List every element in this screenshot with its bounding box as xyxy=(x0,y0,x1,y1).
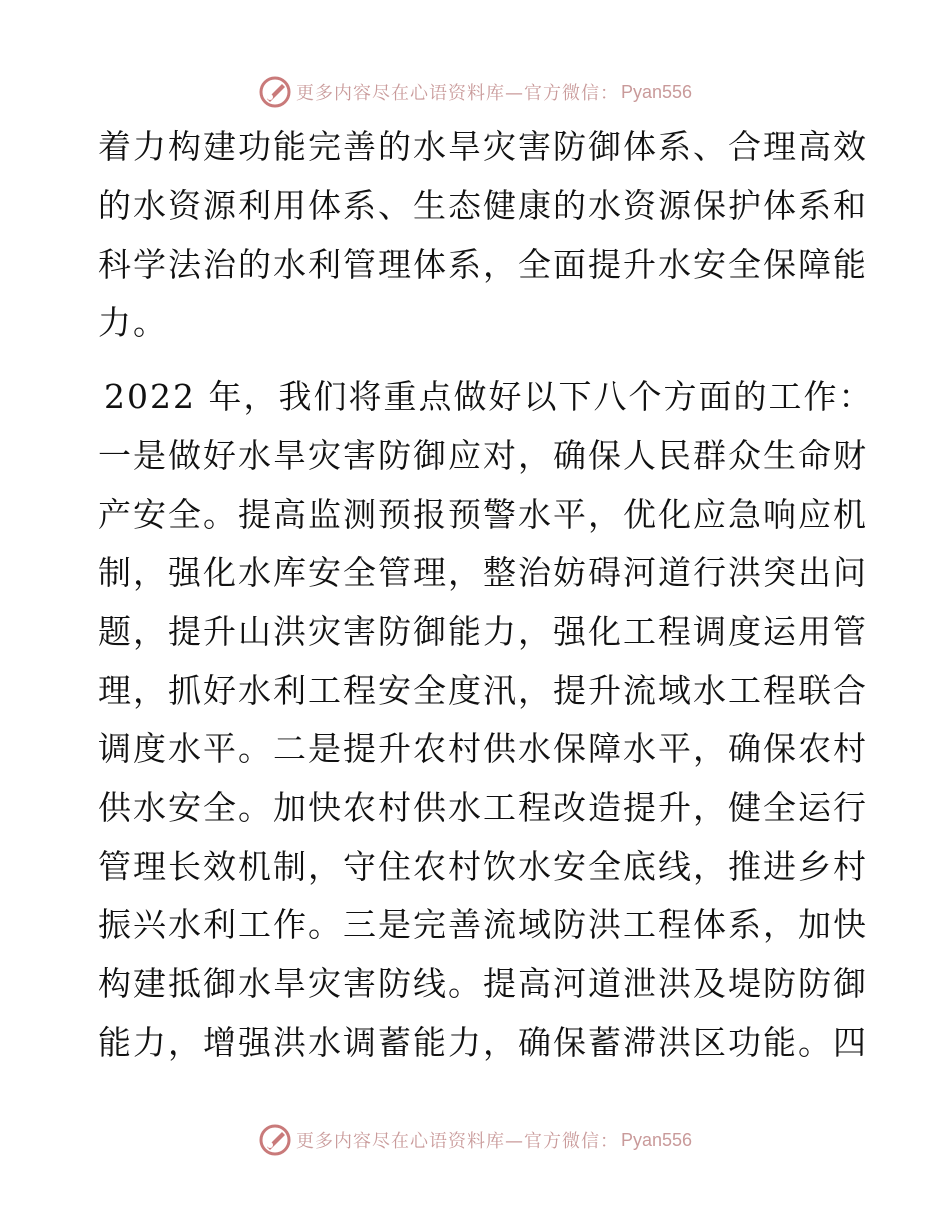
text-line: 题，提升山洪灾害防御能力，强化工程调度运用管 xyxy=(98,612,868,651)
footer-watermark xyxy=(0,1120,950,1160)
text-line: 产安全。提高监测预报预警水平，优化应急响应机 xyxy=(98,495,868,534)
text-line: 着力构建功能完善的水旱灾害防御体系、合理高效 xyxy=(98,127,868,166)
text-line: 管理长效机制，守住农村饮水安全底线，推进乡村 xyxy=(98,847,868,886)
logo-icon xyxy=(258,1123,292,1157)
text-line: 构建抵御水旱灾害防线。提高河道泄洪及堤防防御 xyxy=(98,964,868,1003)
watermark-handle: Pyan556 xyxy=(620,81,693,102)
text-line: 能力，增强洪水调蓄能力，确保蓄滞洪区功能。四 xyxy=(98,1023,868,1062)
text-line: 力。 xyxy=(98,303,168,342)
text-line: 一是做好水旱灾害防御应对，确保人民群众生命财 xyxy=(98,436,868,475)
watermark-text: 更多内容尽在心语资料库—官方微信： xyxy=(295,83,619,104)
text-line: 理，抓好水利工程安全度汛，提升流域水工程联合 xyxy=(98,671,868,710)
watermark-handle: Pyan556 xyxy=(620,1129,693,1150)
watermark-text: 更多内容尽在心语资料库—官方微信： xyxy=(295,1131,619,1152)
text-line: 制，强化水库安全管理，整治妨碍河道行洪突出问 xyxy=(98,553,868,592)
logo-icon xyxy=(258,75,292,109)
text-line: 振兴水利工作。三是完善流域防洪工程体系，加快 xyxy=(98,905,868,944)
header-watermark xyxy=(0,72,950,112)
text-line: 供水安全。加快农村供水工程改造提升，健全运行 xyxy=(98,788,868,827)
text-line: 的水资源利用体系、生态健康的水资源保护体系和 xyxy=(98,186,868,225)
text-line: 科学法治的水利管理体系，全面提升水安全保障能 xyxy=(98,245,868,284)
text-line: 调度水平。二是提升农村供水保障水平，确保农村 xyxy=(98,729,868,768)
text-line: 2022 年，我们将重点做好以下八个方面的工作： xyxy=(104,377,874,416)
